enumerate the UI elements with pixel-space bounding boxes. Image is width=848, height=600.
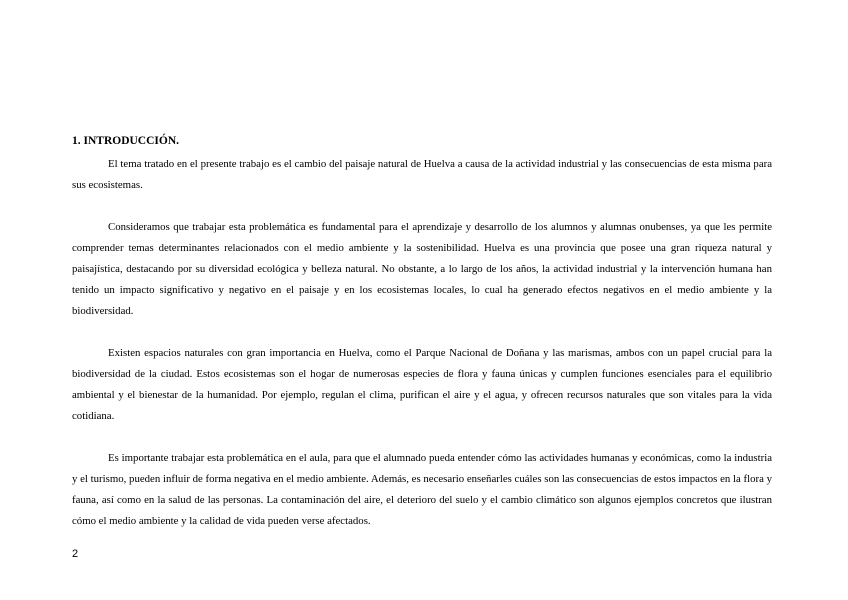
page-number: 2 (72, 548, 79, 560)
paragraph-intro: El tema tratado en el presente trabajo es el cambio del paisaje natural de Huelva a causa de la actividad industrial y las consecuencias de esta misma para sus ecosistemas. (72, 158, 772, 191)
document-page (72, 134, 772, 553)
paragraph-rationale: Consideramos que trabajar esta problemática es fundamental para el aprendizaje y desarrollo de los alumnos y alumnas onubenses, ya que les permite comprender temas determinantes relacionados con el medio ambiente y la sostenibilidad. Huelva es una provincia que posee una gran riqueza natural y paisajística, destacando por su diversidad ecológica y belleza natural. No obstante, a lo largo de los años, la actividad industrial y la intervención humana han tenido un impacto significativo y negativo en el paisaje y en los ecosistemas locales, lo cual ha generado efectos negativos en el medio ambiente y la biodiversidad. (72, 221, 772, 317)
section-heading: 1. INTRODUCCIÓN. (72, 135, 180, 147)
paragraph-classroom: Es importante trabajar esta problemática en el aula, para que el alumnado pueda entender cómo las actividades humanas y económicas, como la industria y el turismo, pueden influir de forma negativa en el medio ambiente. Además, es necesario enseñarles cuáles son las consecuencias de estos impactos en la flora y fauna, así como en la salud de las personas. La contaminación del aire, el deterioro del suelo y el cambio climático son algunos ejemplos concretos que ilustran cómo el medio ambiente y la calidad de vida pueden verse afectados. (72, 452, 772, 527)
paragraph-natural-spaces: Existen espacios naturales con gran importancia en Huelva, como el Parque Nacional de Doñana y las marismas, ambos con un papel crucial para la biodiversidad de la ciudad. Estos ecosistemas son el hogar de numerosas especies de flora y fauna únicas y cumplen funciones esenciales para el equilibrio ambiental y el bienestar de la humanidad. Por ejemplo, regulan el clima, purifican el aire y el agua, y ofrecen recursos naturales que son vitales para la vida cotidiana. (72, 347, 772, 422)
